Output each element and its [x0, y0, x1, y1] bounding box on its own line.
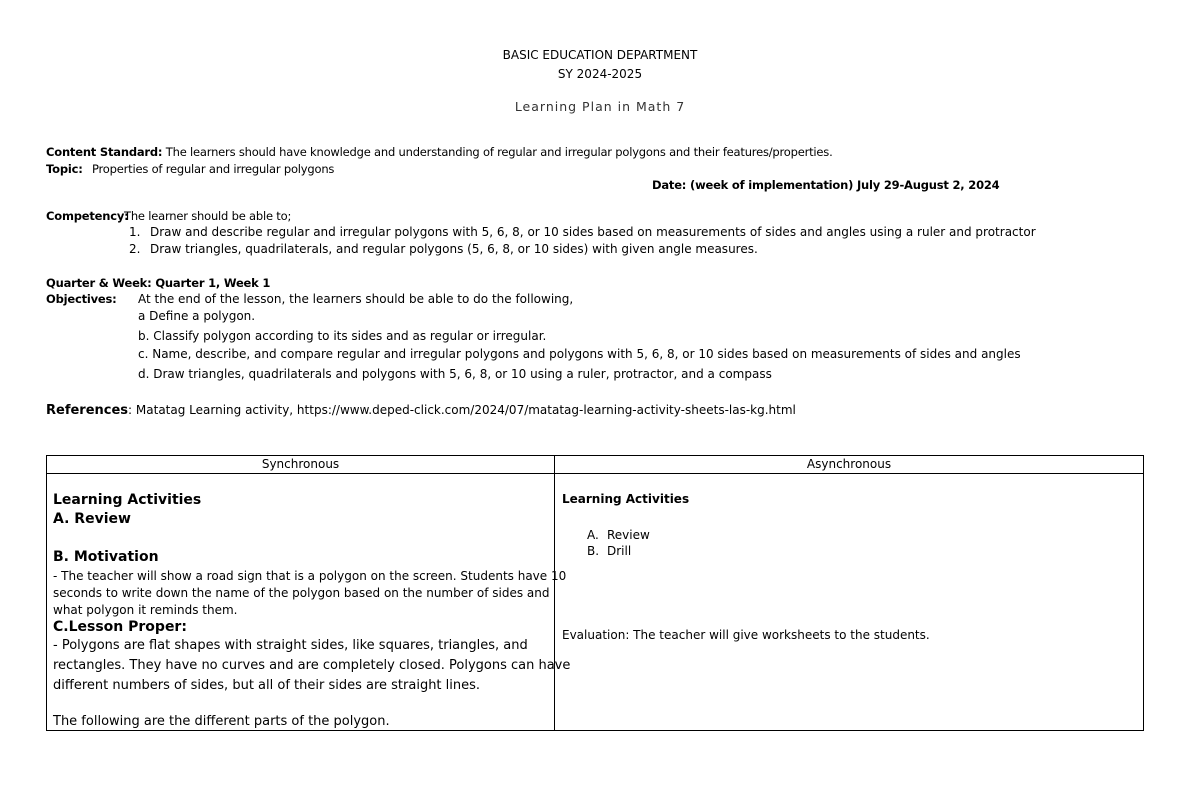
content-standard — [46, 145, 833, 159]
quarter-week — [46, 276, 270, 290]
async-item-letter: B. — [587, 544, 600, 558]
async-item-review: Review — [607, 528, 650, 542]
sync-motivation-heading: B. Motivation — [53, 549, 159, 565]
polygon-parts-line: The following are the different parts of the polygon. — [53, 714, 390, 729]
competency-intro: The learner should be able to; — [124, 209, 292, 223]
async-learning-activities-heading: Learning Activities — [562, 492, 690, 506]
lesson-line: different numbers of sides, but all of their sides are straight lines. — [53, 678, 481, 693]
motivation-line: seconds to write down the name of the polygon based on the number of sides and — [53, 586, 550, 600]
content-standard-text: The learners should have knowledge and understanding of regular and irregular polygons and their features/properties. — [162, 145, 833, 159]
plan-title: Learning Plan in Math 7 — [514, 99, 686, 114]
sync-review-heading: A. Review — [53, 511, 131, 527]
competency-label: Competency: — [46, 209, 129, 223]
objectives-label: Objectives: — [46, 292, 117, 306]
objective-item: b. Classify polygon according to its sides and as regular or irregular. — [138, 329, 547, 343]
competency-item-num: 1. — [129, 225, 141, 239]
date-text: (week of implementation) July 29-August 2, 2024 — [686, 178, 1000, 192]
references-text: : Matatag Learning activity, https://www.deped-click.com/2024/07/matatag-learning-activity-sheets-las-kg.html — [128, 403, 796, 417]
competency-item: Draw triangles, quadrilaterals, and regular polygons (5, 6, 8, or 10 sides) with given angle measures. — [150, 242, 758, 256]
topic-text: Properties of regular and irregular polygons — [92, 162, 335, 176]
quarter-week-text: Quarter 1, Week 1 — [151, 276, 271, 290]
quarter-week-label: Quarter & Week: — [46, 276, 152, 290]
references-label: References — [46, 403, 129, 418]
department-heading: BASIC EDUCATION DEPARTMENT — [502, 48, 698, 62]
content-standard-label: Content Standard: — [46, 145, 163, 159]
references — [46, 403, 796, 418]
date-label: Date: — [652, 178, 687, 192]
column-header-synchronous: Synchronous — [47, 456, 555, 474]
async-item-drill: Drill — [607, 544, 632, 558]
async-evaluation: Evaluation: The teacher will give worksheets to the students. — [562, 628, 930, 642]
motivation-line: what polygon it reminds them. — [53, 603, 238, 617]
competency-item: Draw and describe regular and irregular polygons with 5, 6, 8, or 10 sides based on measurements of sides and angles using a ruler and protractor — [150, 225, 1036, 239]
school-year: SY 2024-2025 — [557, 67, 643, 81]
sync-learning-activities-heading: Learning Activities — [53, 492, 202, 508]
date-line — [652, 178, 999, 192]
objectives-intro: At the end of the lesson, the learners should be able to do the following, — [138, 292, 574, 306]
table-header-row — [47, 456, 1144, 474]
objective-item: d. Draw triangles, quadrilaterals and polygons with 5, 6, 8, or 10 using a ruler, protractor, and a compass — [138, 367, 772, 381]
synchronous-cell — [47, 474, 571, 731]
table-body-row — [47, 474, 1144, 731]
sync-lesson-proper-heading: C.Lesson Proper: — [53, 619, 187, 635]
competency-item-num: 2. — [129, 242, 141, 256]
learning-plan-table — [46, 455, 1144, 731]
lesson-line: - Polygons are flat shapes with straight sides, like squares, triangles, and — [53, 638, 528, 653]
objective-item: c. Name, describe, and compare regular and irregular polygons and polygons with 5, 6, 8, or 10 sides based on measurements of sides and angles — [138, 347, 1021, 361]
async-item-letter: A. — [587, 528, 599, 542]
column-header-asynchronous: Asynchronous — [555, 456, 1144, 474]
topic-label: Topic: — [46, 162, 83, 176]
asynchronous-cell — [555, 474, 1144, 731]
motivation-line: - The teacher will show a road sign that is a polygon on the screen. Students have 10 — [53, 569, 567, 583]
lesson-line: rectangles. They have no curves and are completely closed. Polygons can have — [53, 658, 571, 673]
objective-item: a Define a polygon. — [138, 309, 256, 323]
